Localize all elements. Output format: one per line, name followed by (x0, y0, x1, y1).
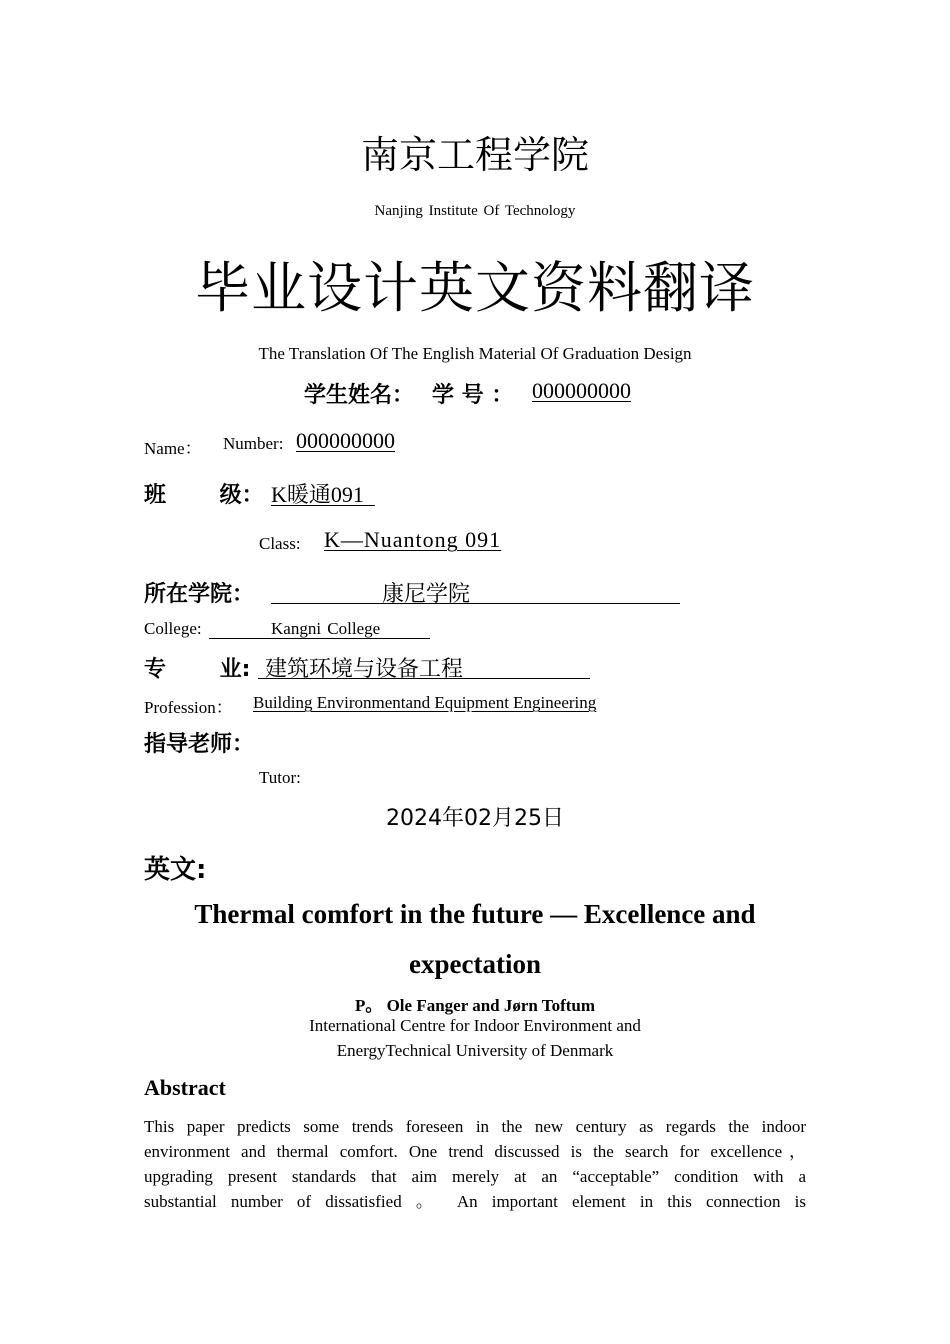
college-value-field-en (209, 619, 430, 639)
class-label-cn: 班 级： (144, 483, 264, 508)
student-number-label-en: Number: (223, 434, 284, 453)
paper-affiliation-line1: International Centre for Indoor Environment and (309, 1016, 641, 1035)
student-number-value-en: 000000000 (296, 428, 395, 453)
profession-value-cn: 建筑环境与设备工程 (258, 657, 463, 682)
document-title-en: The Translation Of The English Material Of Graduation Design (258, 344, 692, 363)
college-value-cn: 康尼学院 (381, 582, 470, 607)
school-name-en: Nanjing Institute Of Technology (374, 203, 576, 219)
document-title-cn: 毕业设计英文资料翻译 (194, 256, 755, 320)
student-number-value: 000000000 (532, 378, 631, 403)
college-value-en: Kangni College (271, 619, 381, 638)
tutor-label-cn: 指导老师： (144, 732, 255, 757)
paper-authors: P。 Ole Fanger and Jørn Toftum (354, 996, 596, 1015)
profession-value-field-cn (258, 652, 590, 682)
tutor-label-en: Tutor: (259, 768, 301, 787)
abstract-line: environment and thermal comfort. One trend discussed is the search for excellence， (144, 1142, 806, 1161)
profession-label-en: Profession： (144, 698, 233, 717)
student-name-label-cn: 学生姓名： (304, 383, 415, 408)
college-value-field-cn (271, 577, 680, 607)
class-value-en: K—Nuantong 091 (324, 527, 502, 552)
abstract-line: substantial number of dissatisfied 。 An important element in this connection is (144, 1192, 806, 1211)
abstract-line: upgrading present standards that aim merely at an “acceptable” condition with a (144, 1167, 806, 1186)
class-label-en: Class: (259, 534, 301, 553)
school-name-cn: 南京工程学院 (360, 133, 589, 177)
date: 2024年02月25日 (386, 806, 564, 831)
profession-label-cn: 专 业: (144, 657, 251, 682)
english-section-label: 英文: (144, 855, 207, 885)
class-value-cn: K暖通091 (271, 482, 375, 507)
college-label-en: College: (144, 619, 202, 638)
college-label-cn: 所在学院： (144, 582, 255, 607)
paper-title-line2: expectation (409, 949, 541, 979)
student-number-label-cn: 学 号 ： (432, 383, 514, 408)
abstract-line: This paper predicts some trends foreseen in the new century as regards the indoor (144, 1117, 806, 1136)
profession-value-en: Building Environmentand Equipment Engineering (253, 693, 597, 712)
abstract-heading: Abstract (144, 1075, 226, 1100)
abstract-body (144, 1114, 806, 1214)
student-name-label-en: Name： (144, 439, 202, 458)
paper-affiliation-line2: EnergyTechnical University of Denmark (336, 1041, 614, 1060)
paper-title-line1: Thermal comfort in the future — Excellence and (194, 899, 756, 929)
